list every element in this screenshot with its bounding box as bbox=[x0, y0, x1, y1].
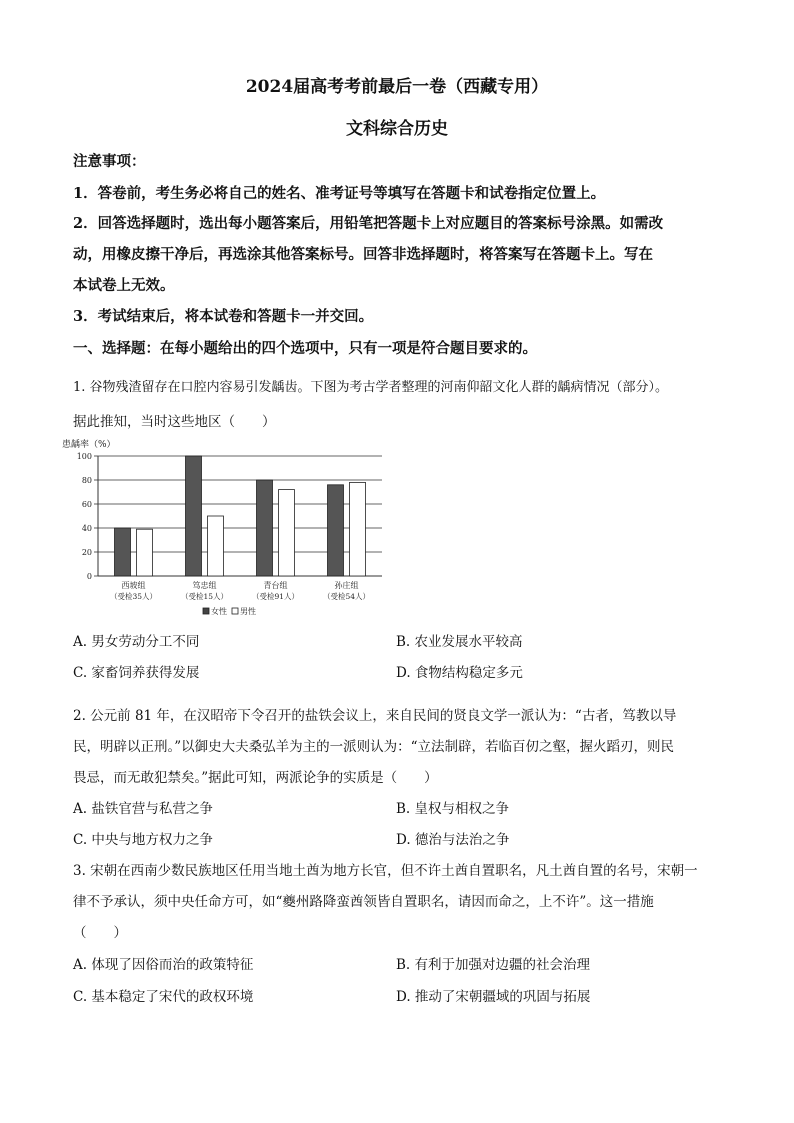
notice-item-2-line-1: 2．回答选择题时，选出每小题答案后，用铅笔把答题卡上对应题目的答案标号涂黑。如需改 bbox=[73, 215, 664, 232]
chart-bar-female bbox=[186, 456, 202, 576]
chart-y-tick-label: 0 bbox=[86, 572, 92, 581]
chart-x-category-sublabel: （受检54人） bbox=[322, 592, 371, 601]
chart-bar-female bbox=[257, 480, 273, 576]
notice-item-1: 1．答卷前，考生务必将自己的姓名、准考证号等填写在答题卡和试卷指定位置上。 bbox=[73, 185, 606, 202]
q1-stem-line-2: 据此推知，当时这些地区（ ） bbox=[73, 414, 276, 430]
chart-x-category-sublabel: （受检15人） bbox=[180, 592, 229, 601]
chart-x-category-label: 青台组 bbox=[263, 581, 288, 590]
q1-stem-line-1: 1. 谷物残渣留存在口腔内容易引发龋齿。下图为考古学者整理的河南仰韶文化人群的龋病情况（部分）。 bbox=[73, 380, 669, 395]
q3-stem-line-3: （ ） bbox=[73, 925, 127, 941]
chart-x-labels bbox=[110, 580, 370, 601]
q1-bar-chart bbox=[60, 436, 390, 618]
legend-label-female: 女性 bbox=[211, 607, 227, 616]
legend-swatch-male bbox=[232, 608, 238, 614]
chart-y-tick-label: 100 bbox=[76, 452, 92, 461]
chart-bar-male bbox=[350, 482, 366, 576]
q3-option-d[interactable]: D. 推动了宋朝疆域的巩固与拓展 bbox=[396, 989, 591, 1005]
notice-item-2-line-3: 本试卷上无效。 bbox=[73, 277, 175, 294]
q3-option-c[interactable]: C. 基本稳定了宋代的政权环境 bbox=[73, 989, 254, 1005]
q2-option-a[interactable]: A. 盐铁官营与私营之争 bbox=[73, 801, 213, 817]
notice-heading: 注意事项： bbox=[73, 153, 146, 170]
chart-x-category-sublabel: （受检91人） bbox=[251, 592, 300, 601]
chart-bar-male bbox=[279, 490, 295, 576]
q2-option-d[interactable]: D. 德治与法治之争 bbox=[396, 832, 510, 848]
chart-bar-male bbox=[208, 516, 224, 576]
q3-stem-line-1: 3. 宋朝在西南少数民族地区任用当地土酋为地方长官，但不许土酋自置职名，凡土酋自置的名号，宋朝一 bbox=[73, 863, 698, 879]
q3-option-b[interactable]: B. 有利于加强对边疆的社会治理 bbox=[396, 957, 591, 973]
q2-stem-line-3: 畏忌，而无敢犯禁矣。”据此可知，两派论争的实质是（ ） bbox=[73, 770, 438, 786]
legend-swatch-female bbox=[203, 608, 209, 614]
chart-bars bbox=[115, 456, 366, 576]
chart-x-category-label: 笃忠组 bbox=[192, 581, 217, 590]
q2-option-b[interactable]: B. 皇权与相权之争 bbox=[396, 801, 510, 817]
q2-option-c[interactable]: C. 中央与地方权力之争 bbox=[73, 832, 213, 848]
chart-x-category-label: 孙庄组 bbox=[334, 581, 359, 590]
chart-y-tick-label: 40 bbox=[81, 524, 92, 533]
page-title: 2024届高考考前最后一卷（西藏专用） bbox=[245, 77, 549, 97]
notice-item-2-line-2: 动，用橡皮擦干净后，再选涂其他答案标号。回答非选择题时，将答案写在答题卡上。写在 bbox=[73, 246, 653, 263]
section-heading: 一、选择题：在每小题给出的四个选项中，只有一项是符合题目要求的。 bbox=[73, 340, 537, 357]
chart-y-tick-label: 20 bbox=[81, 548, 92, 557]
chart-y-ticks bbox=[77, 452, 98, 581]
chart-x-category-sublabel: （受检35人） bbox=[109, 592, 158, 601]
notice-item-3: 3．考试结束后，将本试卷和答题卡一并交回。 bbox=[73, 308, 374, 325]
q1-option-c[interactable]: C. 家畜饲养获得发展 bbox=[73, 665, 200, 681]
chart-ylabel: 患龋率（%） bbox=[62, 440, 116, 450]
chart-legend bbox=[203, 606, 256, 616]
chart-bar-female bbox=[328, 485, 344, 576]
q1-option-b[interactable]: B. 农业发展水平较高 bbox=[396, 634, 523, 650]
q1-option-d[interactable]: D. 食物结构稳定多元 bbox=[396, 665, 523, 681]
legend-label-male: 男性 bbox=[240, 607, 256, 616]
q2-stem-line-1: 2. 公元前 81 年，在汉昭帝下令召开的盐铁会议上，来自民间的贤良文学一派认为：“古者，笃教以导 bbox=[73, 708, 677, 724]
chart-x-category-label: 西坡组 bbox=[121, 581, 146, 590]
chart-bar-male bbox=[137, 529, 153, 576]
chart-y-tick-label: 80 bbox=[81, 476, 92, 485]
page-subtitle: 文科综合历史 bbox=[346, 119, 448, 139]
chart-bar-female bbox=[115, 528, 131, 576]
q2-stem-line-2: 民，明辟以正刑。”以御史大夫桑弘羊为主的一派则认为：“立法制辟，若临百仞之壑，握火蹈刃，则民 bbox=[73, 739, 675, 755]
chart-y-tick-label: 60 bbox=[81, 500, 92, 509]
q1-option-a[interactable]: A. 男女劳动分工不同 bbox=[73, 634, 200, 650]
q3-option-a[interactable]: A. 体现了因俗而治的政策特征 bbox=[73, 957, 254, 973]
q3-stem-line-2: 律不予承认，须中央任命方可，如“夔州路降蛮酋领皆自置职名，请因而命之，上不许”。这一措施 bbox=[73, 894, 654, 910]
